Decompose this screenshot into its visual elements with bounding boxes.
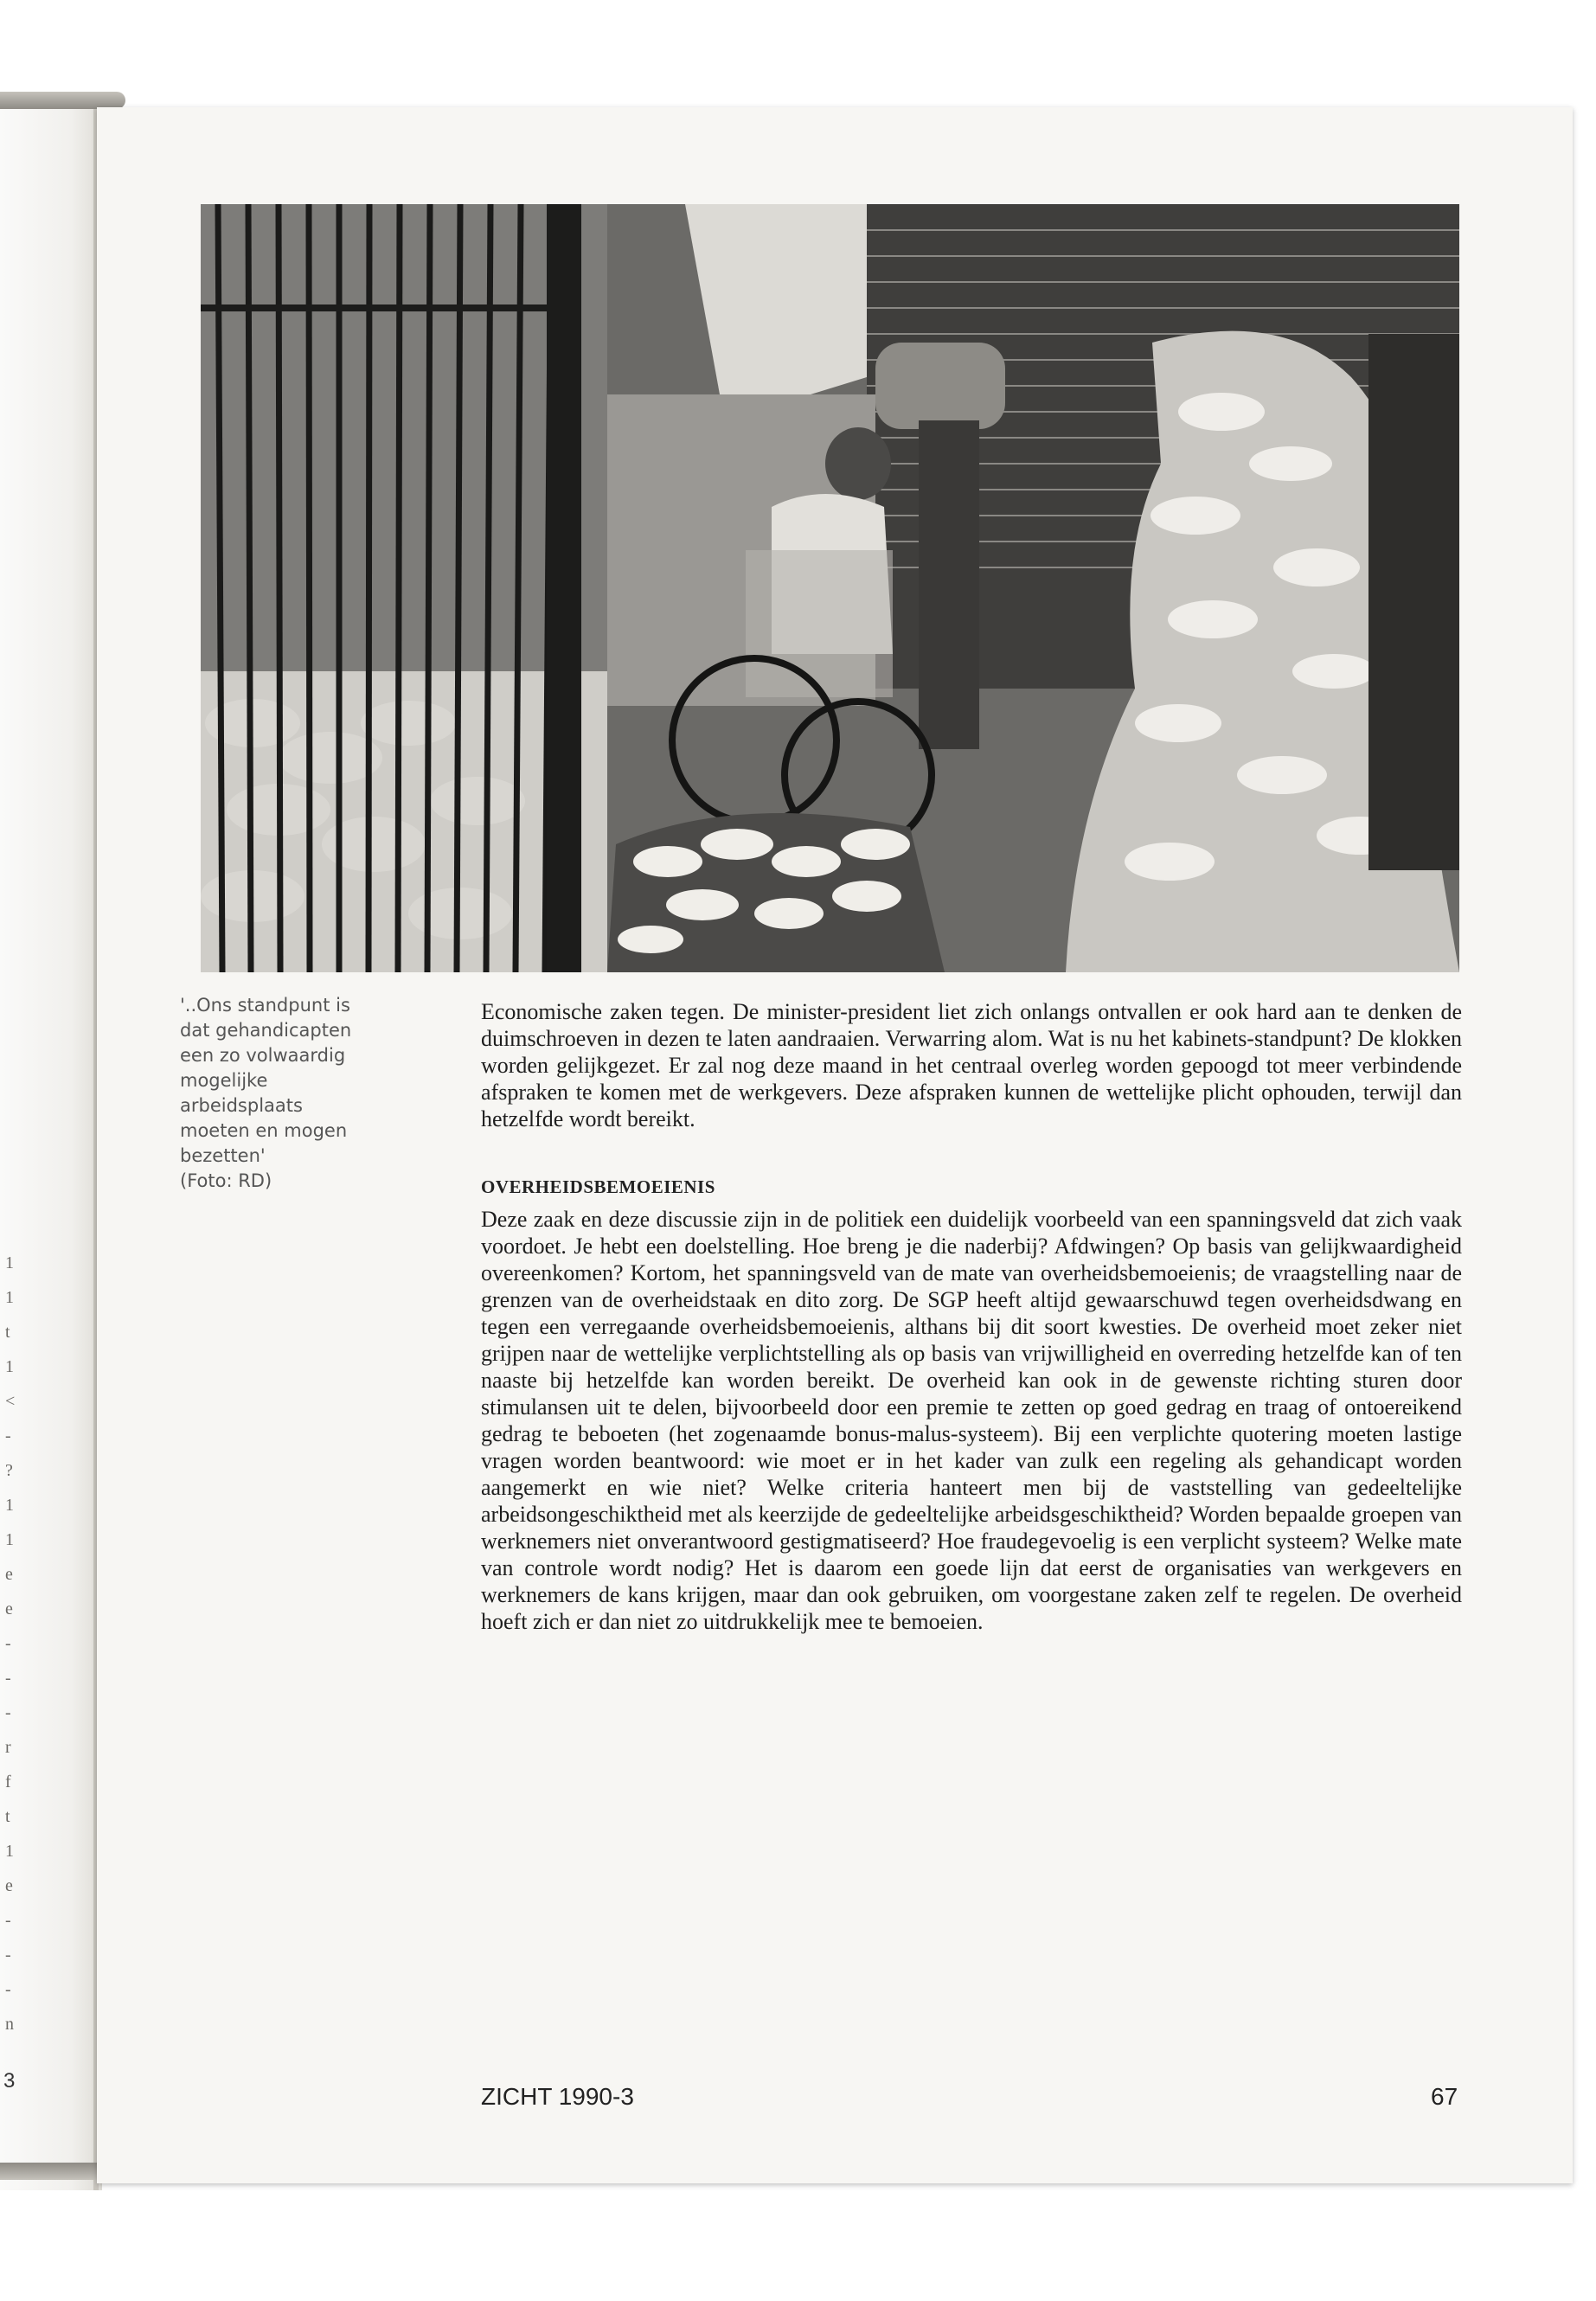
facing-page-letter: t: [5, 1807, 10, 1826]
caption-line: arbeidsplaats: [180, 1095, 303, 1116]
caption-line: moeten en mogen: [180, 1120, 348, 1141]
facing-page-letter: 1: [5, 1288, 14, 1307]
facing-page-letter: e: [5, 1599, 13, 1618]
facing-page-letter: 1: [5, 1496, 14, 1515]
caption-line: bezetten': [180, 1145, 266, 1166]
facing-page-letter: 1: [5, 1530, 14, 1549]
facing-page-letter: -: [5, 1426, 11, 1445]
facing-page-letter: f: [5, 1772, 11, 1791]
facing-page-letter: -: [5, 1634, 11, 1653]
facing-page-letter: <: [5, 1392, 16, 1411]
facing-page-letter: e: [5, 1876, 13, 1895]
facing-page-letter: 1: [5, 1357, 14, 1376]
page-number: 67: [1431, 2083, 1458, 2110]
facing-page-letter: -: [5, 1669, 11, 1688]
photo-image: [201, 204, 1459, 972]
spine-cap-top: [0, 92, 125, 109]
photo-caption: [180, 993, 422, 1194]
facing-page-letter: 1: [5, 1842, 14, 1861]
magazine-issue: ZICHT 1990-3: [481, 2083, 634, 2110]
caption-line: (Foto: RD): [180, 1170, 272, 1191]
caption-line: dat gehandicapten: [180, 1020, 352, 1041]
facing-page-letters: [5, 1246, 22, 2041]
intro-paragraph: Economische zaken tegen. De minister-president liet zich onlangs ontvallen er ook hard aan te denken de duimschroeven in dezen te laten aandraaien. Verwarring alom. Wat is nu het kabinets-standpunt? De klokken worden gelijkgezet. Er zal nog deze maand in het centraal overleg worden gepoogd tot meer verbindende afspraken te komen met de werkgevers. Deze afspraken kunnen de wettelijke plicht ophouden, terwijl dan hetzelfde wordt bereikt.: [481, 999, 1462, 1131]
facing-page-letter: -: [5, 1945, 11, 1965]
facing-page-letter: n: [5, 2015, 14, 2034]
facing-page-letter: e: [5, 1565, 13, 1584]
caption-line: '..Ons standpunt is: [180, 995, 350, 1016]
facing-page-letter: 1: [5, 1253, 14, 1272]
facing-page-letter: ?: [5, 1461, 13, 1480]
caption-line: mogelijke: [180, 1070, 268, 1091]
facing-page-letter: -: [5, 1703, 11, 1722]
facing-page-letter: r: [5, 1738, 11, 1757]
section-heading: OVERHEIDSBEMOEIENIS: [481, 1176, 715, 1197]
facing-page-letter: -: [5, 1980, 11, 1999]
caption-line: een zo volwaardig: [180, 1045, 346, 1066]
facing-page-number: 3: [3, 2069, 16, 2093]
body-paragraph: Deze zaak en deze discussie zijn in de politiek een duidelijk voorbeeld van een spanningsveld dat zich vaak voordoet. Je hebt een doelstelling. Hoe breng je die naderbij? Afdwingen? Op basis van gelijkwaardigheid overeenkomen? Kortom, het spanningsveld van de mate van overheidsbemoeienis; de vraagstelling naar de grenzen van de overheidstaak en dito zorg. De SGP heeft altijd gewaarschuwd tegen overheidsdwang en tegen een verregaande overheidsbemoeienis, althans bij dit soort kwesties. De overheid moet zeker niet grijpen naar de wettelijke verplichtstelling als op basis van vrijwilligheid en overreding hetzelfde kan of ten naaste bij hetzelfde kan worden bereikt. De overheid kan ook in de gewenste richting sturen door stimulansen uit te delen, bijvoorbeeld door een premie te zetten op goed gedrag en traag of ontoereikend gedrag te beboeten (het zogenaamde bonus-malus-systeem). Bij een verplichte quotering moeten lastige vragen worden beantwoord: wie moet er in het kader van zulk een regeling als gehandicapt worden aangemerkt en wie niet? Welke criteria hanteert men bij de vaststelling van gedeeltelijke arbeidsongeschiktheid met als keerzijde de gedeeltelijke arbeidsgeschiktheid? Worden bepaalde groepen van werknemers niet onverantwoord gestigmatiseerd? Hoe fraudegevoelig is een verplicht systeem? Welke mate van controle wordt nodig? Het is daarom een goede lijn dat eerst de organisaties van werkgevers en werknemers de kans krijgen, maar dan ook gebruiken, om voorgestane zaken zelf te regelen. De overheid hoeft zich er dan niet zo uitdrukkelijk mee te bemoeien.: [481, 1207, 1462, 1634]
facing-page-letter: t: [5, 1323, 10, 1342]
facing-page-letter: -: [5, 1911, 11, 1930]
article-body: [481, 998, 1462, 1635]
